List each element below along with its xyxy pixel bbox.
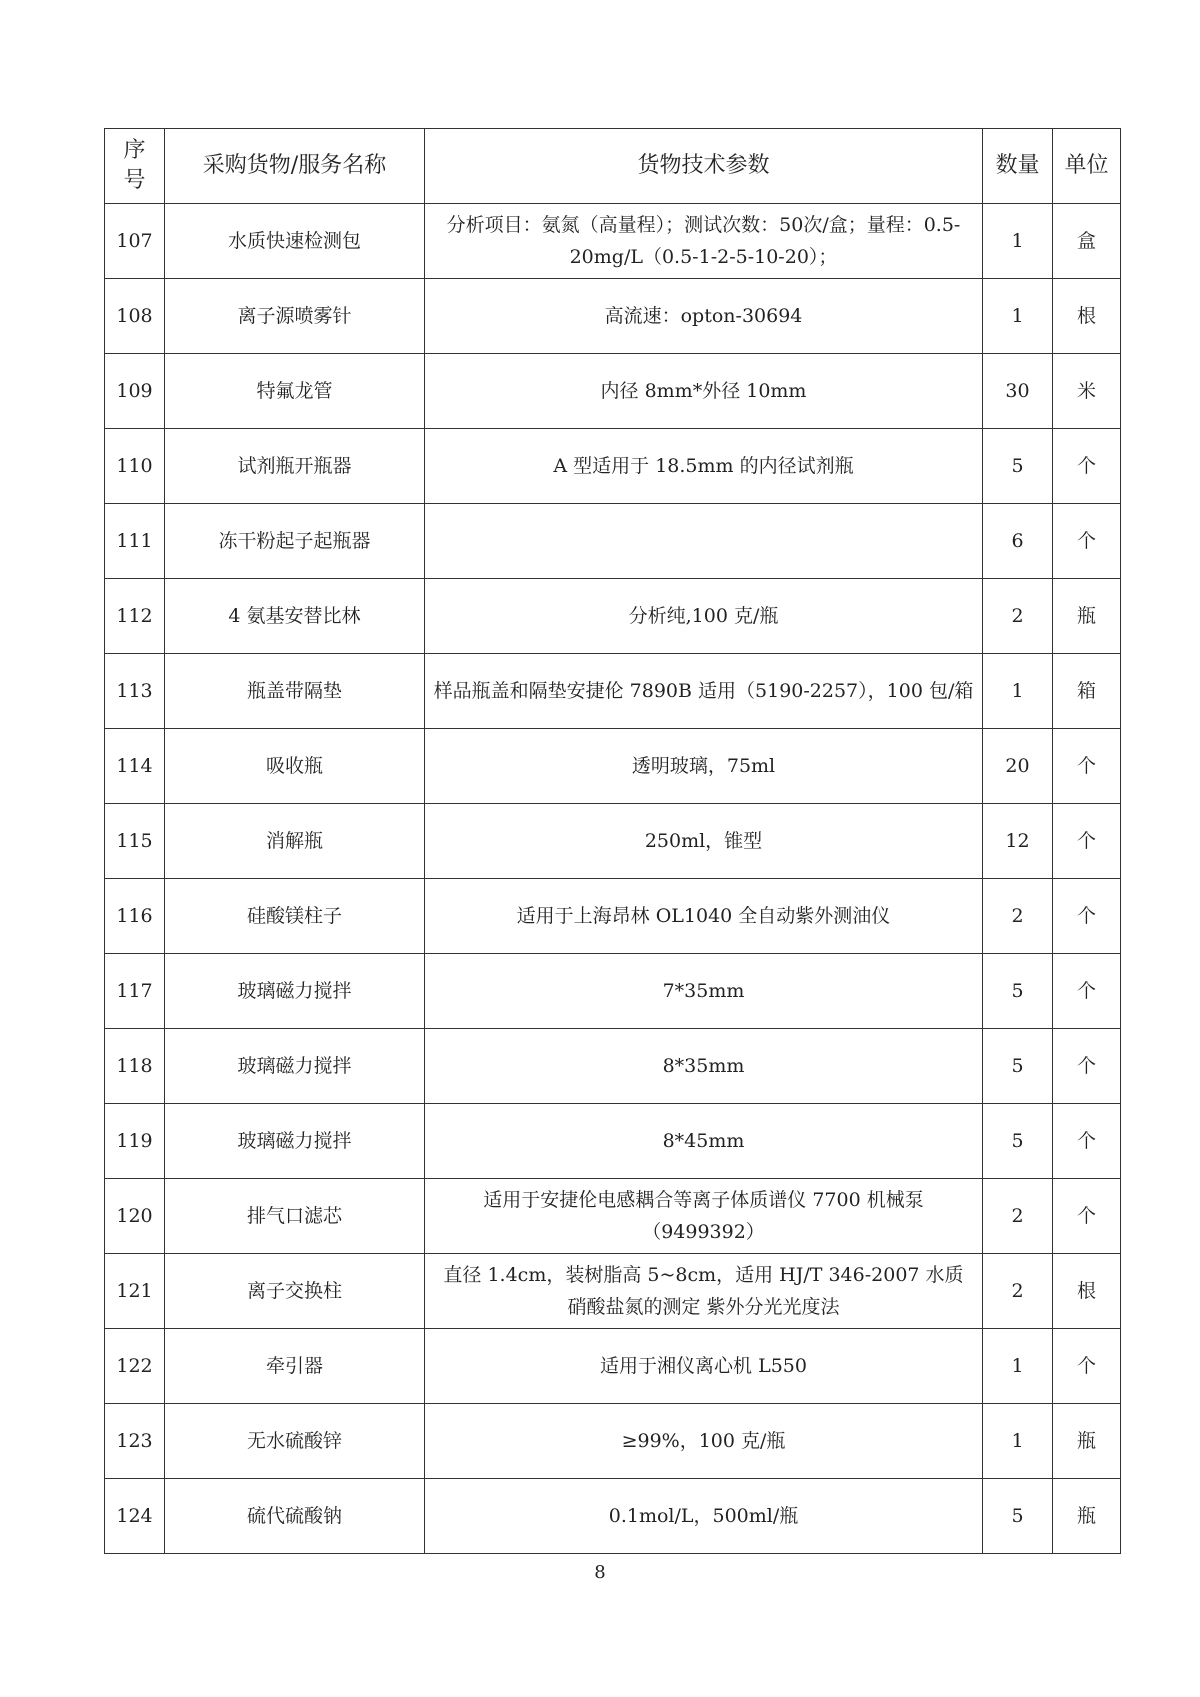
cell-qty: 5	[983, 1479, 1053, 1554]
header-qty: 数量	[983, 129, 1053, 204]
cell-params: ≥99%，100 克/瓶	[425, 1404, 983, 1479]
cell-params	[425, 504, 983, 579]
cell-unit: 米	[1053, 354, 1121, 429]
cell-seq: 108	[105, 279, 165, 354]
table-row	[105, 579, 1121, 654]
table-row	[105, 1029, 1121, 1104]
cell-qty: 2	[983, 1254, 1053, 1329]
cell-seq: 122	[105, 1329, 165, 1404]
cell-qty: 1	[983, 654, 1053, 729]
cell-qty: 30	[983, 354, 1053, 429]
cell-params: 适用于湘仪离心机 L550	[425, 1329, 983, 1404]
cell-seq: 110	[105, 429, 165, 504]
cell-seq: 107	[105, 204, 165, 279]
cell-qty: 1	[983, 279, 1053, 354]
cell-qty: 20	[983, 729, 1053, 804]
cell-name: 玻璃磁力搅拌	[165, 954, 425, 1029]
cell-name: 硫代硫酸钠	[165, 1479, 425, 1554]
cell-name: 离子源喷雾针	[165, 279, 425, 354]
cell-qty: 2	[983, 879, 1053, 954]
table-row	[105, 1404, 1121, 1479]
cell-unit: 个	[1053, 504, 1121, 579]
header-name: 采购货物/服务名称	[165, 129, 425, 204]
cell-params: 适用于安捷伦电感耦合等离子体质谱仪 7700 机械泵（9499392）	[425, 1179, 983, 1254]
cell-qty: 1	[983, 1329, 1053, 1404]
cell-unit: 个	[1053, 1329, 1121, 1404]
cell-qty: 1	[983, 204, 1053, 279]
cell-qty: 2	[983, 579, 1053, 654]
cell-unit: 瓶	[1053, 1404, 1121, 1479]
cell-params: 透明玻璃，75ml	[425, 729, 983, 804]
cell-qty: 5	[983, 1104, 1053, 1179]
cell-qty: 5	[983, 954, 1053, 1029]
cell-unit: 个	[1053, 1179, 1121, 1254]
cell-seq: 113	[105, 654, 165, 729]
table-row	[105, 1179, 1121, 1254]
cell-name: 消解瓶	[165, 804, 425, 879]
cell-qty: 5	[983, 429, 1053, 504]
table-row	[105, 1104, 1121, 1179]
cell-params: 250ml，锥型	[425, 804, 983, 879]
cell-name: 4 氨基安替比林	[165, 579, 425, 654]
table-row	[105, 354, 1121, 429]
cell-unit: 根	[1053, 279, 1121, 354]
table-row	[105, 429, 1121, 504]
cell-params: 分析项目：氨氮（高量程）；测试次数：50次/盒；量程：0.5-20mg/L（0.5-1-2-5-10-20）；	[425, 204, 983, 279]
cell-seq: 112	[105, 579, 165, 654]
cell-params: 8*45mm	[425, 1104, 983, 1179]
table-row	[105, 954, 1121, 1029]
header-params: 货物技术参数	[425, 129, 983, 204]
cell-unit: 个	[1053, 1029, 1121, 1104]
cell-name: 吸收瓶	[165, 729, 425, 804]
cell-seq: 121	[105, 1254, 165, 1329]
cell-unit: 盒	[1053, 204, 1121, 279]
cell-unit: 瓶	[1053, 1479, 1121, 1554]
cell-unit: 个	[1053, 1104, 1121, 1179]
table-row	[105, 204, 1121, 279]
table-row	[105, 654, 1121, 729]
cell-name: 特氟龙管	[165, 354, 425, 429]
cell-unit: 个	[1053, 429, 1121, 504]
cell-seq: 114	[105, 729, 165, 804]
cell-params: 7*35mm	[425, 954, 983, 1029]
cell-name: 无水硫酸锌	[165, 1404, 425, 1479]
cell-name: 冻干粉起子起瓶器	[165, 504, 425, 579]
cell-params: 内径 8mm*外径 10mm	[425, 354, 983, 429]
page-number: 8	[594, 1562, 606, 1583]
cell-name: 离子交换柱	[165, 1254, 425, 1329]
header-seq: 序号	[105, 129, 165, 204]
cell-name: 玻璃磁力搅拌	[165, 1104, 425, 1179]
cell-seq: 109	[105, 354, 165, 429]
table-header-row	[105, 129, 1121, 204]
cell-qty: 1	[983, 1404, 1053, 1479]
cell-params: 8*35mm	[425, 1029, 983, 1104]
table-row	[105, 804, 1121, 879]
cell-params: 适用于上海昂林 OL1040 全自动紫外测油仪	[425, 879, 983, 954]
cell-unit: 根	[1053, 1254, 1121, 1329]
cell-seq: 124	[105, 1479, 165, 1554]
cell-seq: 117	[105, 954, 165, 1029]
cell-seq: 120	[105, 1179, 165, 1254]
cell-unit: 瓶	[1053, 579, 1121, 654]
table-row	[105, 729, 1121, 804]
cell-qty: 12	[983, 804, 1053, 879]
cell-unit: 个	[1053, 954, 1121, 1029]
table-row	[105, 279, 1121, 354]
cell-seq: 115	[105, 804, 165, 879]
cell-name: 牵引器	[165, 1329, 425, 1404]
cell-name: 水质快速检测包	[165, 204, 425, 279]
cell-params: 直径 1.4cm，装树脂高 5~8cm，适用 HJ/T 346-2007 水质 硝酸盐氮的测定 紫外分光光度法	[425, 1254, 983, 1329]
table-row	[105, 1254, 1121, 1329]
cell-unit: 个	[1053, 729, 1121, 804]
cell-name: 试剂瓶开瓶器	[165, 429, 425, 504]
procurement-table	[104, 128, 1121, 1554]
cell-name: 排气口滤芯	[165, 1179, 425, 1254]
cell-params: A 型适用于 18.5mm 的内径试剂瓶	[425, 429, 983, 504]
cell-qty: 6	[983, 504, 1053, 579]
cell-seq: 116	[105, 879, 165, 954]
cell-params: 高流速：opton-30694	[425, 279, 983, 354]
cell-qty: 2	[983, 1179, 1053, 1254]
cell-unit: 个	[1053, 879, 1121, 954]
table-row	[105, 1479, 1121, 1554]
cell-name: 硅酸镁柱子	[165, 879, 425, 954]
cell-name: 瓶盖带隔垫	[165, 654, 425, 729]
cell-qty: 5	[983, 1029, 1053, 1104]
cell-seq: 111	[105, 504, 165, 579]
table-row	[105, 1329, 1121, 1404]
cell-params: 0.1mol/L，500ml/瓶	[425, 1479, 983, 1554]
cell-seq: 123	[105, 1404, 165, 1479]
table-body	[105, 204, 1121, 1554]
cell-params: 分析纯,100 克/瓶	[425, 579, 983, 654]
cell-unit: 个	[1053, 804, 1121, 879]
cell-params: 样品瓶盖和隔垫安捷伦 7890B 适用（5190-2257），100 包/箱	[425, 654, 983, 729]
table-row	[105, 504, 1121, 579]
cell-seq: 118	[105, 1029, 165, 1104]
cell-name: 玻璃磁力搅拌	[165, 1029, 425, 1104]
cell-unit: 箱	[1053, 654, 1121, 729]
table-row	[105, 879, 1121, 954]
header-unit: 单位	[1053, 129, 1121, 204]
cell-seq: 119	[105, 1104, 165, 1179]
